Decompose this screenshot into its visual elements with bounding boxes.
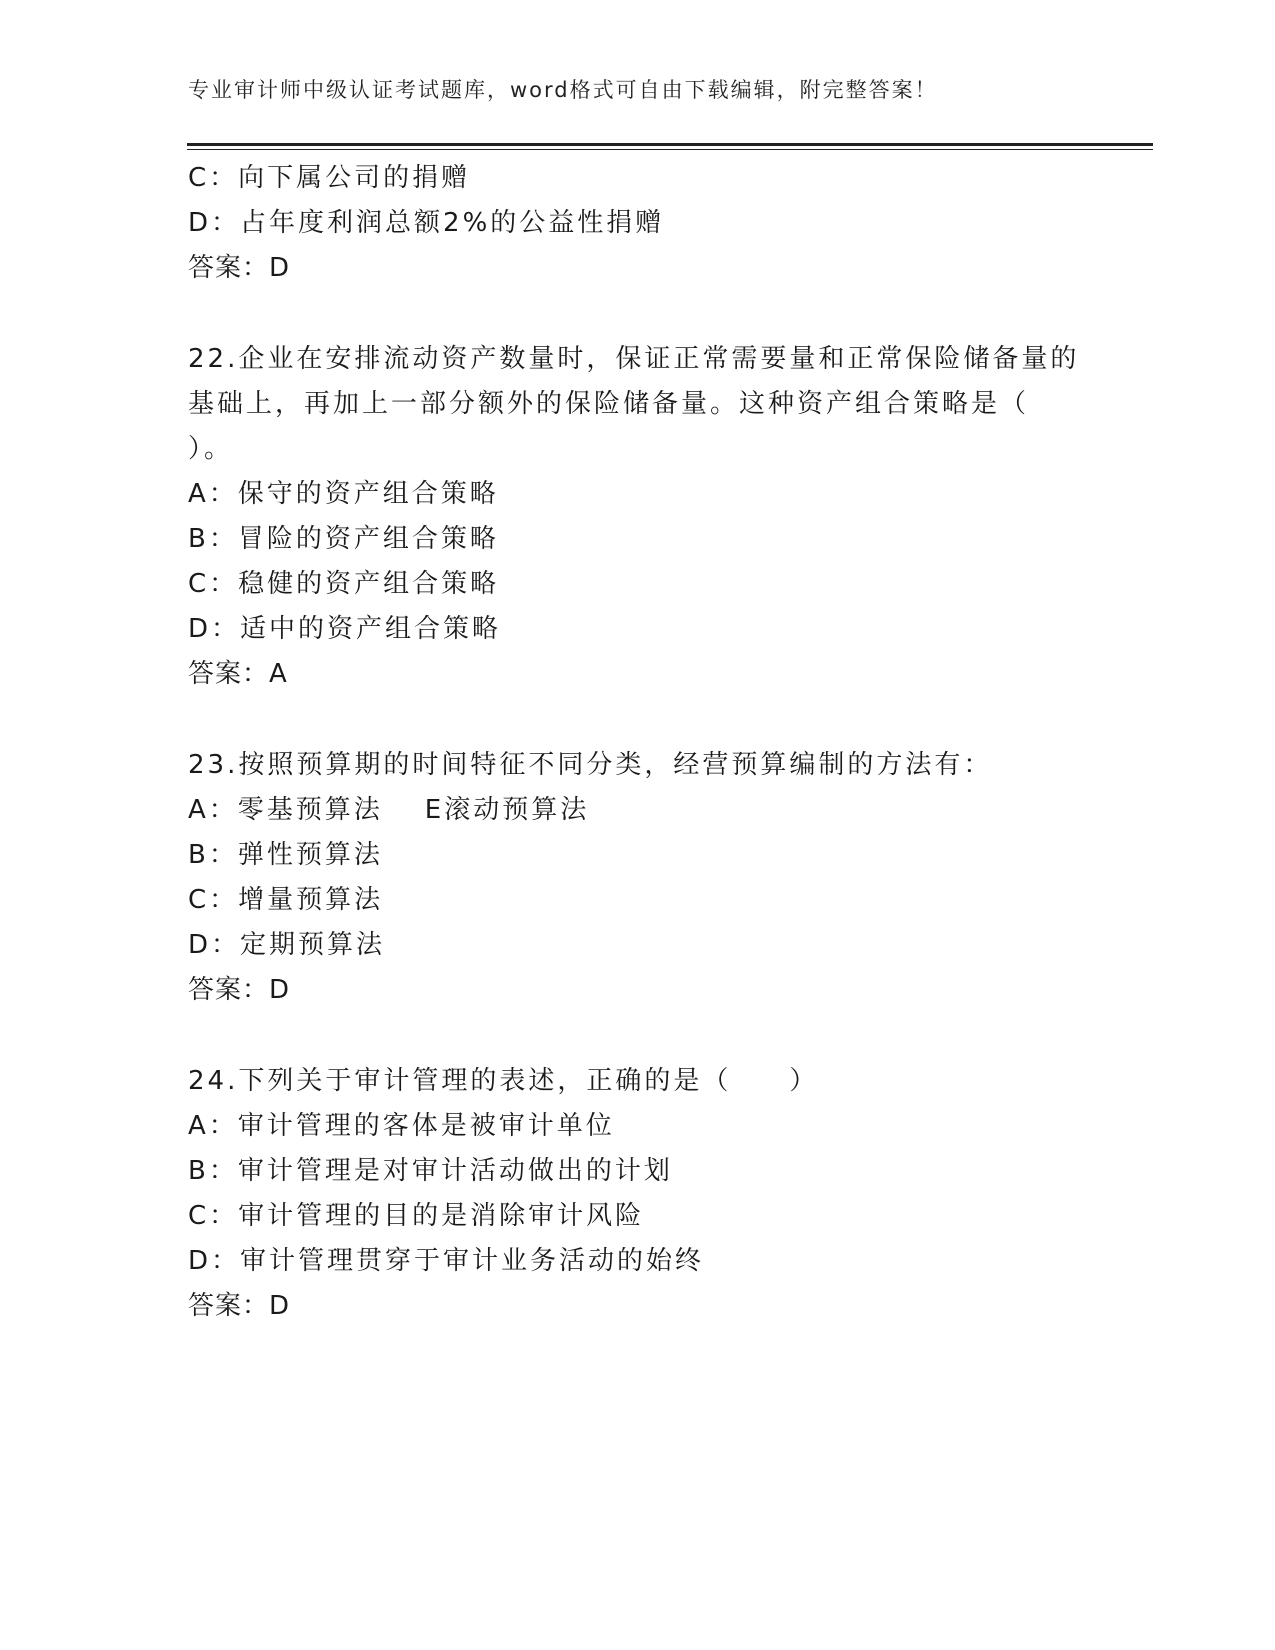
option-e: E滚动预算法 xyxy=(424,795,590,825)
header-rule-thin xyxy=(187,149,1153,150)
option-b: B：弹性预算法 xyxy=(188,840,383,870)
option-a-row xyxy=(188,788,1108,833)
option-b: B：冒险的资产组合策略 xyxy=(188,524,499,554)
question-stem: 24.下列关于审计管理的表述，正确的是（ ） xyxy=(188,1066,819,1096)
spacer xyxy=(188,291,1108,337)
question-content xyxy=(188,156,1108,1329)
spacer xyxy=(188,1013,1108,1059)
option-b: B：审计管理是对审计活动做出的计划 xyxy=(188,1156,673,1186)
question-23 xyxy=(188,743,1108,1013)
spacer xyxy=(188,697,1108,743)
header-rule-thick xyxy=(187,143,1153,146)
page-header: 专业审计师中级认证考试题库，word格式可自由下载编辑，附完整答案！ xyxy=(188,78,938,102)
option-a: A：零基预算法 xyxy=(188,795,383,825)
option-c: C：审计管理的目的是消除审计风险 xyxy=(188,1201,645,1231)
option-d: D：定期预算法 xyxy=(188,930,386,960)
option-d: D：适中的资产组合策略 xyxy=(188,614,502,644)
option-c: C：增量预算法 xyxy=(188,885,384,915)
option-d: D：占年度利润总额2%的公益性捐赠 xyxy=(188,208,665,238)
question-21 xyxy=(188,156,1108,291)
option-a: A：保守的资产组合策略 xyxy=(188,479,499,509)
answer: 答案：D xyxy=(188,975,291,1005)
answer: 答案：D xyxy=(188,253,291,283)
option-a: A：审计管理的客体是被审计单位 xyxy=(188,1111,615,1141)
option-d: D：审计管理贯穿于审计业务活动的始终 xyxy=(188,1246,705,1276)
question-stem-line-2: 基础上，再加上一部分额外的保险储备量。这种资产组合策略是（ xyxy=(188,389,1030,419)
question-stem-line-3: ）。 xyxy=(188,434,234,464)
answer: 答案：D xyxy=(188,1291,291,1321)
question-stem: 23.按照预算期的时间特征不同分类，经营预算编制的方法有： xyxy=(188,750,993,780)
question-stem-line-1: 22.企业在安排流动资产数量时，保证正常需要量和正常保险储备量的 xyxy=(188,344,1080,374)
option-c: C：稳健的资产组合策略 xyxy=(188,569,500,599)
option-c: C：向下属公司的捐赠 xyxy=(188,163,471,193)
answer: 答案：A xyxy=(188,659,288,689)
question-24 xyxy=(188,1059,1108,1329)
question-22 xyxy=(188,337,1108,697)
